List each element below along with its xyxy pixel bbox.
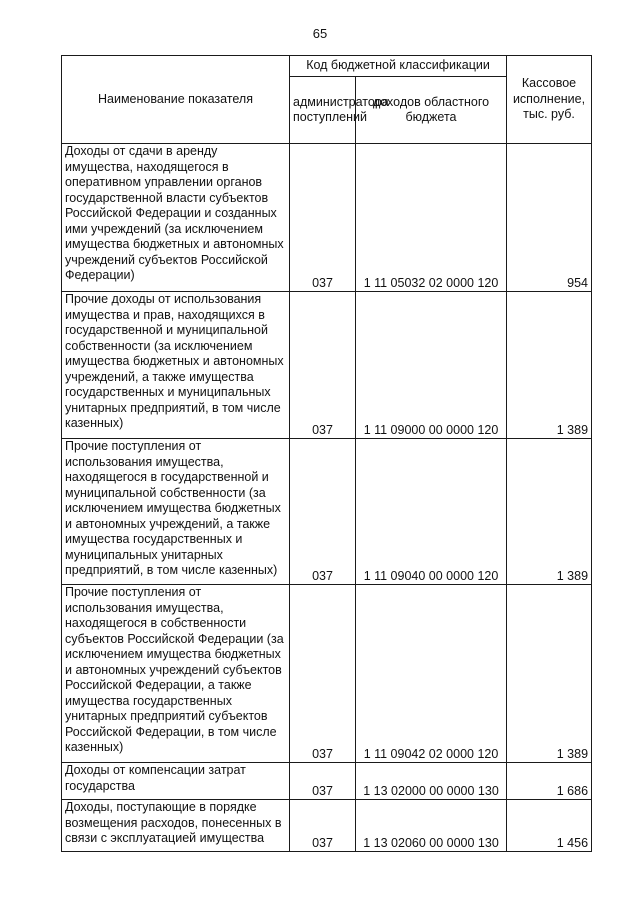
row-revenue-code: 1 11 09042 02 0000 120 [356,585,507,763]
header-amount: Кассовое исполнение, тыс. руб. [507,56,592,144]
table-row [62,585,592,763]
row-amount: 954 [507,144,592,292]
row-name: Доходы от сдачи в аренду имущества, находящегося в оперативном управлении органов государственной власти субъектов Российской Федерации и созданных ими учреждений (за исключением имущества бюджетных и автономных учреждений субъектов Российской Федерации) [62,144,290,292]
row-revenue-code: 1 13 02060 00 0000 130 [356,800,507,852]
row-amount: 1 389 [507,292,592,439]
row-revenue-code: 1 11 09040 00 0000 120 [356,439,507,585]
table-row [62,292,592,439]
header-row-top [62,56,592,77]
page-number: 65 [312,26,328,41]
row-revenue-code: 1 11 05032 02 0000 120 [356,144,507,292]
row-revenue-code: 1 13 02000 00 0000 130 [356,763,507,800]
table-header [62,56,592,144]
header-classification-group: Код бюджетной классификации [290,56,507,77]
row-name: Прочие доходы от использования имущества и прав, находящихся в государственной и муниципальной собственности (за исключением имущества бюджетных и автономных учреждений, а также имущества государственных и муниципальных унитарных предприятий, в том числе казенных) [62,292,290,439]
row-amount: 1 389 [507,439,592,585]
row-admin-code: 037 [290,763,356,800]
table-row [62,144,592,292]
row-admin-code: 037 [290,585,356,763]
row-admin-code: 037 [290,292,356,439]
row-name: Прочие поступления от использования имущества, находящегося в собственности субъектов Российской Федерации (за исключением имущества бюджетных и автономных учреждений субъектов Российской Федерации, а также имущества государственных унитарных предприятий субъектов Российской Федерации, в том числе казенных) [62,585,290,763]
row-revenue-code: 1 11 09000 00 0000 120 [356,292,507,439]
row-name: Доходы, поступающие в порядке возмещения расходов, понесенных в связи с эксплуатацией имущества [62,800,290,852]
table-row [62,439,592,585]
table-row [62,800,592,852]
row-amount: 1 456 [507,800,592,852]
row-admin-code: 037 [290,144,356,292]
header-name: Наименование показателя [62,56,290,144]
row-admin-code: 037 [290,800,356,852]
row-name: Доходы от компенсации затрат государства [62,763,290,800]
table-body [62,144,592,852]
header-admin: администратора поступлений [290,77,356,144]
row-name: Прочие поступления от использования имущества, находящегося в государственной и муниципальной собственности (за исключением имущества бюджетных и автономных учреждений, а также имущества государственных и муниципальных унитарных предприятий, в том числе казенных) [62,439,290,585]
budget-classification-table [61,55,592,852]
row-admin-code: 037 [290,439,356,585]
row-amount: 1 686 [507,763,592,800]
table-row [62,763,592,800]
row-amount: 1 389 [507,585,592,763]
header-revenue: доходов областного бюджета [356,77,507,144]
